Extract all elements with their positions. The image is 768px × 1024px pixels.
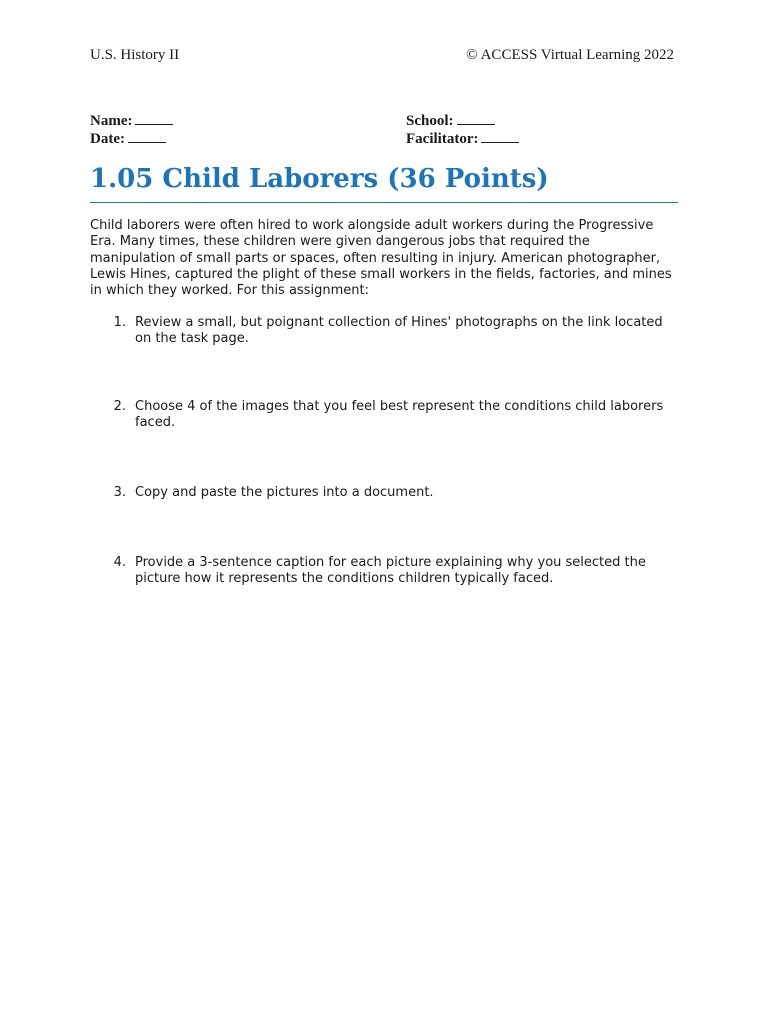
list-item-text: Provide a 3-sentence caption for each picture explaining why you selected the picture how it represents the conditions children typically faced. [135, 555, 646, 587]
date-label: Date: [90, 131, 125, 147]
intro-paragraph: Child laborers were often hired to work alongside adult workers during the Progressive Era. Many times, these children were given dangerous jobs that required the manipulation of small parts or spaces, often resulting in injury. American photographer, Lewis Hines, captured the plight of these small workers in the fields, factories, and mines in which they worked. For this assignment: [90, 218, 672, 299]
school-field [406, 111, 495, 130]
date-blank[interactable] [128, 129, 166, 143]
name-blank[interactable] [135, 111, 173, 125]
list-item-text: Review a small, but poignant collection of Hines' photographs on the link located on the task page. [135, 315, 663, 347]
list-item-number: 3. [113, 485, 126, 500]
facilitator-field [406, 129, 519, 148]
list-item-number: 1. [113, 315, 126, 330]
school-label: School: [406, 113, 454, 129]
name-field [90, 111, 173, 130]
date-field [90, 129, 166, 148]
list-item-text: Choose 4 of the images that you feel best represent the conditions child laborers faced. [135, 399, 664, 431]
school-blank[interactable] [457, 111, 495, 125]
facilitator-blank[interactable] [481, 129, 519, 143]
course-name: U.S. History II [90, 47, 180, 63]
copyright-notice: © ACCESS Virtual Learning 2022 [466, 47, 674, 63]
name-label: Name: [90, 113, 133, 129]
list-item-number: 2. [113, 399, 126, 414]
assignment-title: 1.05 Child Laborers (36 Points) [90, 164, 549, 194]
facilitator-label: Facilitator: [406, 131, 479, 147]
list-item-text: Copy and paste the pictures into a document. [135, 485, 434, 500]
title-divider [90, 202, 678, 203]
list-item-number: 4. [113, 555, 126, 570]
